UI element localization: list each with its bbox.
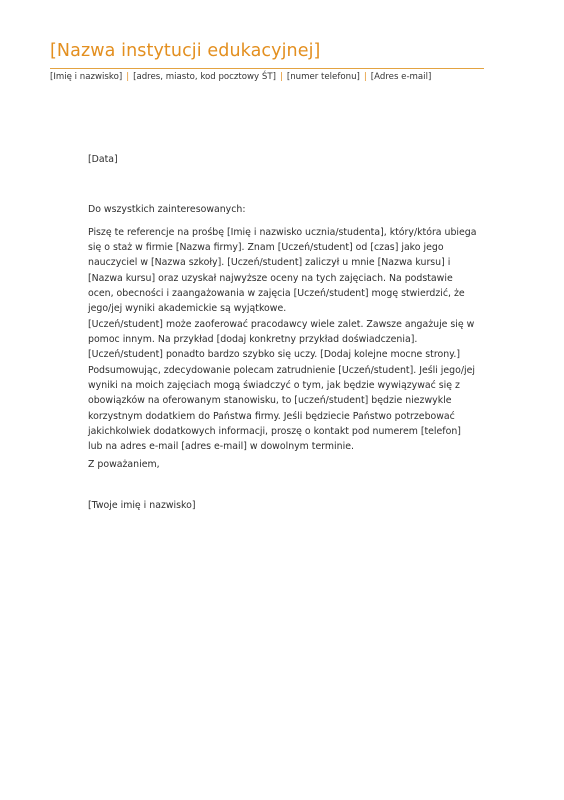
institution-name: [Nazwa instytucji edukacyjnej] <box>50 41 321 61</box>
contact-name: [Imię i nazwisko] <box>50 72 123 82</box>
letter-paragraph-3: Podsumowując, zdecydowanie polecam zatrudnienie [Uczeń/student]. Jeśli jego/jej wyniki na moich zajęciach mogą świadczyć o tym, jak będzie wywiązywać się z obowiązków na oferowanym stanowisku, to [uczeń/student] będzie niezwykle korzystnym dodatkiem do Państwa firmy. Jeśli będziecie Państwo potrzebować jakichkolwiek dodatkowych informacji, proszę o kontakt pod numerem [telefon] lub na adres e-mail [adres e-mail] w dowolnym terminie. <box>88 365 475 453</box>
header-divider <box>50 68 484 69</box>
letter-closing: Z poważaniem, <box>88 459 160 470</box>
contact-address: [adres, miasto, kod pocztowy ŚT] <box>133 72 276 82</box>
contact-line <box>50 71 484 83</box>
letter-paragraph-2: [Uczeń/student] może zaoferować pracodawcy wiele zalet. Zawsze angażuje się w pomoc innym. Na przykład [dodaj konkretny przykład doświadczenia]. [Uczeń/student] ponadto bardzo szybko się uczy. [Dodaj kolejne mocne strony.] <box>88 319 475 361</box>
letter-signature: [Twoje imię i nazwisko] <box>88 500 196 511</box>
letterhead <box>50 40 484 83</box>
contact-separator: | <box>363 72 367 82</box>
contact-phone: [numer telefonu] <box>286 72 360 82</box>
contact-separator: | <box>126 72 130 82</box>
contact-separator: | <box>279 72 283 82</box>
contact-email: [Adres e-mail] <box>370 72 432 82</box>
letter-paragraph-1: Piszę te referencje na prośbę [Imię i nazwisko ucznia/studenta], który/która ubiega się o staż w firmie [Nazwa firmy]. Znam [Uczeń/student] od [czas] jako jego nauczyciel w [Nazwa szkoły]. [Uczeń/student] zaliczył u mnie [Nazwa kursu] i [Nazwa kursu] oraz uzyskał najwyższe oceny na tych zajęciach. Na podstawie ocen, obecności i zaangażowania w zajęcia [Uczeń/student] mogę stwierdzić, że jego/jej wyniki akademickie są wyjątkowe. <box>88 227 477 315</box>
letter-date: [Data] <box>88 154 118 165</box>
letter-greeting: Do wszystkich zainteresowanych: <box>88 204 246 215</box>
